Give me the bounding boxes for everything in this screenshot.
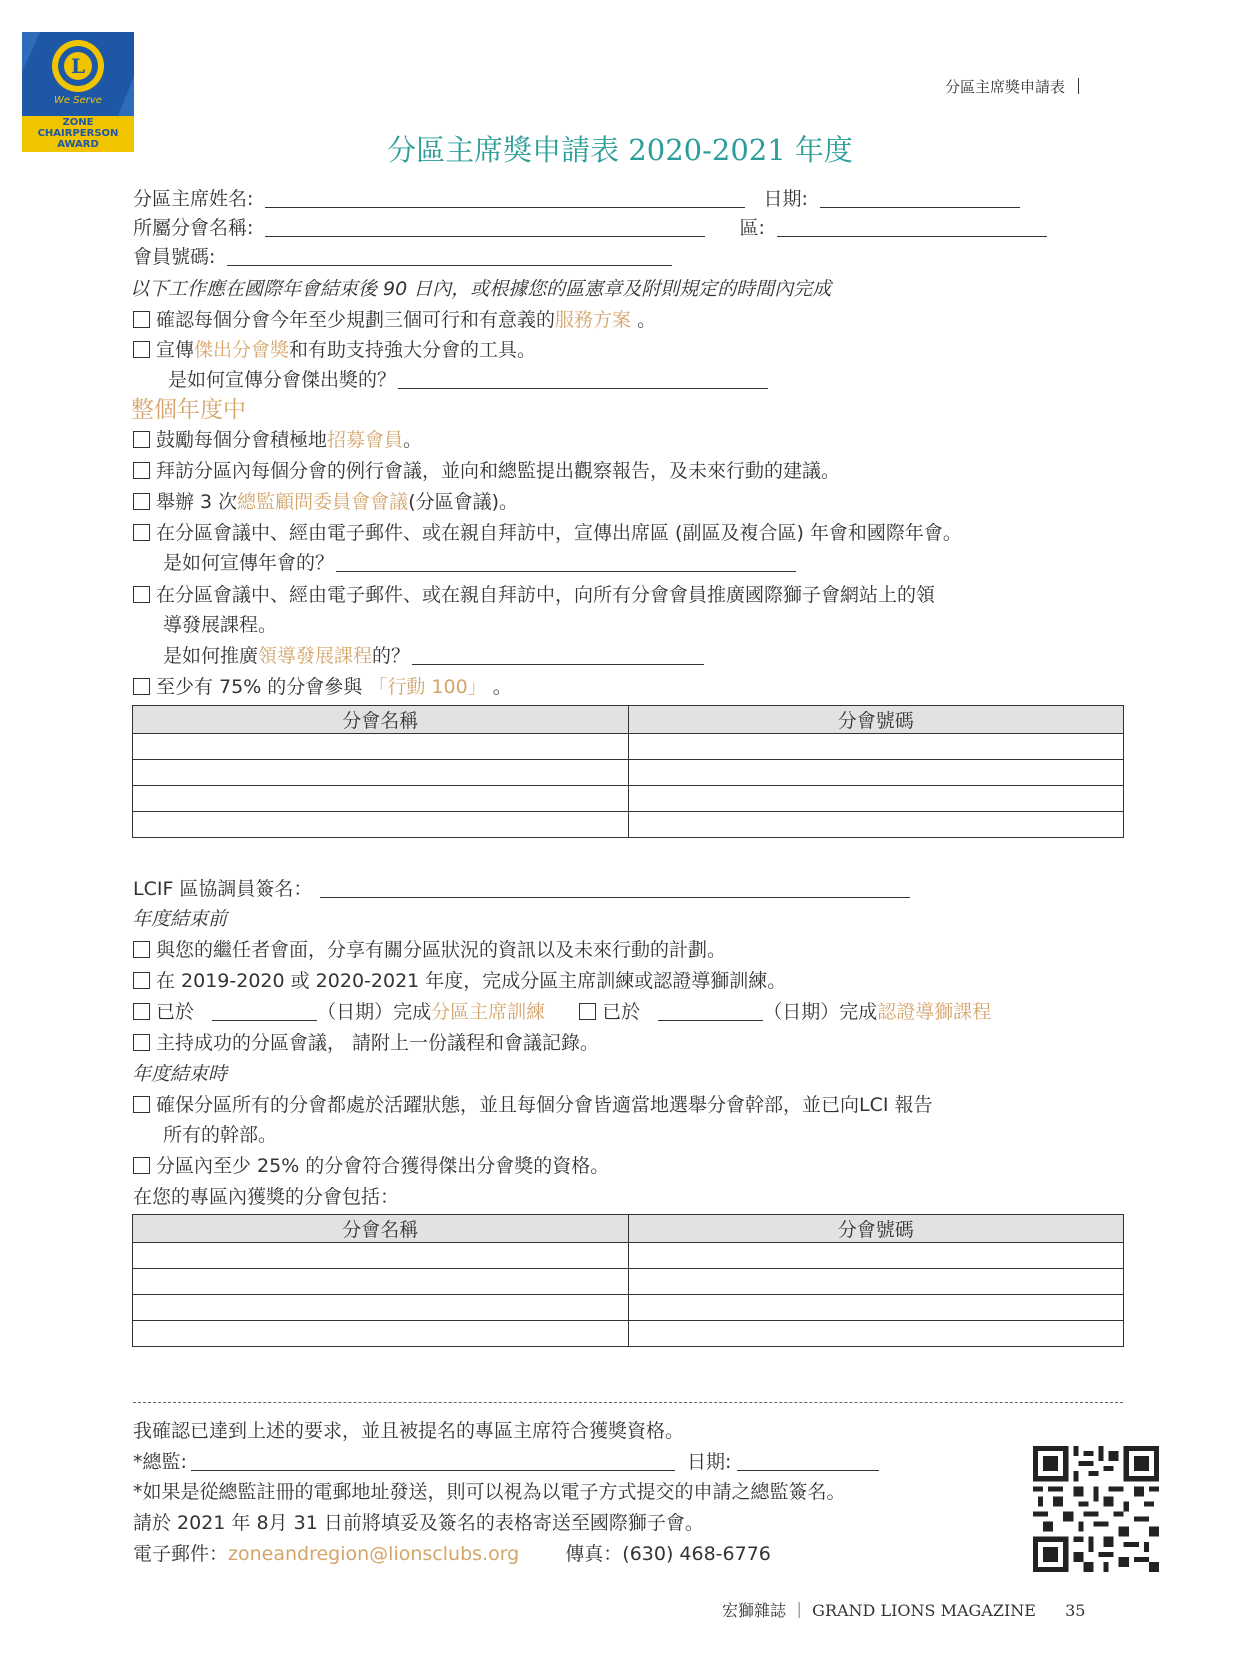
table-row (133, 1321, 1124, 1347)
page-number: 35 (1065, 1601, 1086, 1620)
task-text: 已於 (602, 1001, 641, 1023)
task-meet-successor (133, 937, 726, 963)
club-name-cell[interactable] (133, 1321, 629, 1347)
task-text: 在 2019-2020 或 2020-2021 年度，完成分區主席訓練或認證導獅訓練。 (156, 970, 787, 992)
club-name-cell[interactable] (133, 786, 629, 812)
task-promote-conventions (133, 520, 962, 546)
chair-name-input[interactable] (265, 189, 745, 208)
question-label-end: 的？ (372, 645, 411, 667)
advisory-committee-link[interactable]: 總監顧問委員會會議 (237, 491, 409, 513)
task-visit-clubs (133, 458, 840, 484)
table-row (133, 812, 1124, 838)
task-text: 宣傳 (156, 339, 195, 361)
question-label: 是如何推廣 (163, 645, 259, 667)
club-name-cell[interactable] (133, 1243, 629, 1269)
task-service-projects (133, 307, 656, 333)
task-recruit (133, 427, 422, 453)
running-title: 分區主席獎申請表 (945, 78, 1066, 96)
governor-date-label: 日期: (686, 1451, 732, 1473)
table-row (133, 786, 1124, 812)
club-number-cell[interactable] (628, 734, 1124, 760)
task-text: 至少有 75% 的分會參與 (156, 676, 369, 698)
club-name-row (133, 215, 1047, 241)
checkbox[interactable] (133, 462, 150, 479)
club-name-cell[interactable] (133, 1269, 629, 1295)
task-text-end: 。 (631, 309, 657, 331)
qr-code-icon[interactable] (1033, 1446, 1159, 1572)
leadership-question (163, 643, 704, 669)
task-text-end: 和有助支持強大分會的工具。 (289, 339, 537, 361)
action-100-clubs-table (132, 705, 1124, 838)
task-text: 分區內至少 25% 的分會符合獲得傑出分會獎的資格。 (156, 1155, 610, 1177)
governor-date-input[interactable] (737, 1452, 879, 1471)
task-text-end: 。 (403, 429, 423, 451)
member-no-row (133, 244, 672, 270)
award-promotion-input[interactable] (398, 370, 768, 389)
lcif-signature-label: LCIF 區協調員簽名： (133, 878, 313, 900)
task-text: 確保分區所有的分會都處於活躍狀態，並且每個分會皆適當地選舉分會幹部，並已向LCI 報告 (156, 1094, 933, 1116)
task-text: 舉辦 3 次 (156, 491, 238, 513)
club-name-cell[interactable] (133, 734, 629, 760)
task-training-dates (133, 999, 991, 1025)
running-header (945, 76, 1079, 97)
club-number-cell[interactable] (628, 786, 1124, 812)
table-header-row (133, 1215, 1124, 1243)
convention-promotion-question (163, 550, 796, 576)
club-number-cell[interactable] (628, 1321, 1124, 1347)
checkbox[interactable] (133, 1096, 150, 1113)
checkbox[interactable] (133, 972, 150, 989)
question-label: 是如何宣傳分會傑出獎的？ (168, 369, 397, 391)
task-complete-training (133, 968, 786, 994)
question-label: 是如何宣傳年會的？ (163, 552, 335, 574)
task-text: （日期）完成 (317, 1001, 432, 1023)
task-active-clubs (133, 1092, 933, 1118)
deadline-note: 請於 2021 年 8月 31 日前將填妥及簽名的表格寄送至國際獅子會。 (133, 1512, 704, 1534)
logo-line-2: CHAIRPERSON (37, 128, 119, 139)
winning-clubs-label: 在您的專區內獲獎的分會包括： (133, 1186, 400, 1208)
checkbox[interactable] (133, 1034, 150, 1051)
table-row (133, 760, 1124, 786)
task-excellence-qualified (133, 1153, 609, 1179)
at-end-heading: 年度結束時 (132, 1063, 228, 1085)
task-zone-meeting (133, 1030, 599, 1056)
svg-text:L: L (70, 54, 86, 78)
checkbox[interactable] (133, 311, 150, 328)
table-row (133, 1269, 1124, 1295)
task-action-100 (133, 674, 512, 700)
action-100-link[interactable]: 「行動 100」 (368, 676, 487, 698)
zone-training-date-input[interactable] (212, 1002, 317, 1021)
lcif-signature-input[interactable] (320, 879, 910, 898)
governor-signature-row (133, 1449, 879, 1475)
task-excellence-award (133, 337, 536, 363)
task-text: 在分區會議中、經由電子郵件、或在親自拜訪中，宣傳出席區 (副區及複合區) 年會和國際年會。 (156, 522, 962, 544)
task-text: 與您的繼任者會面，分享有關分區狀況的資訊以及未來行動的計劃。 (156, 939, 727, 961)
winning-clubs-table (132, 1214, 1124, 1347)
leadership-courses-link[interactable]: 領導發展課程 (258, 645, 373, 667)
club-name-label: 所屬分會名稱: (133, 217, 254, 239)
service-projects-link[interactable]: 服務方案 (555, 309, 632, 331)
club-number-column-header: 分會號碼 (628, 1215, 1124, 1243)
task-text: 拜訪分區內每個分會的例行會議，並向和總監提出觀察報告，及未來行動的建議。 (156, 460, 841, 482)
task-text: 主持成功的分區會議， 請附上一份議程和會議記錄。 (156, 1032, 600, 1054)
contact-row (133, 1541, 771, 1567)
chair-name-label: 分區主席姓名: (133, 188, 254, 210)
district-label: 區: (739, 217, 765, 239)
logo-blue-panel (22, 32, 134, 116)
email-label: 電子郵件： (133, 1543, 229, 1565)
date-label: 日期: (763, 188, 808, 210)
confirm-statement: 我確認已達到上述的要求，並且被提名的專區主席符合獲獎資格。 (133, 1420, 685, 1442)
task-text: 確認每個分會今年至少規劃三個可行和有意義的 (156, 309, 556, 331)
zone-chair-training-link[interactable]: 分區主席訓練 (431, 1001, 546, 1023)
governor-label: *總監: (133, 1451, 187, 1473)
logo-we-serve: We Serve (54, 95, 102, 106)
table-header-row (133, 706, 1124, 734)
checkbox[interactable] (133, 678, 150, 695)
task-text: （日期）完成 (763, 1001, 878, 1023)
excellence-award-link[interactable]: 傑出分會獎 (194, 339, 290, 361)
task-text: 鼓勵每個分會積極地 (156, 429, 328, 451)
email-link[interactable]: zoneandregion@lionsclubs.org (228, 1543, 520, 1565)
task-leadership-courses-cont: 導發展課程。 (163, 614, 278, 636)
club-number-cell[interactable] (628, 1243, 1124, 1269)
convention-promotion-input[interactable] (336, 553, 796, 572)
checkbox[interactable] (133, 524, 150, 541)
magazine-footer (722, 1598, 1085, 1621)
magazine-name: 宏獅雜誌 ｜ GRAND LIONS MAGAZINE (722, 1601, 1036, 1620)
award-promotion-question (168, 367, 768, 393)
checkbox[interactable] (133, 493, 150, 510)
governor-signature-input[interactable] (191, 1452, 675, 1471)
logo-line-3: AWARD (57, 139, 99, 150)
recruit-members-link[interactable]: 招募會員 (327, 429, 404, 451)
task-active-clubs-cont: 所有的幹部。 (163, 1124, 278, 1146)
table-row (133, 1295, 1124, 1321)
club-number-column-header: 分會號碼 (628, 706, 1124, 734)
dashed-divider (133, 1402, 1123, 1403)
club-name-column-header: 分會名稱 (133, 706, 629, 734)
club-name-input[interactable] (265, 218, 705, 237)
intro-text: 以下工作應在國際年會結束後 90 日內，或根據您的區憲章及附則規定的時間內完成 (130, 278, 832, 300)
checkbox[interactable] (133, 1003, 150, 1020)
club-number-cell[interactable] (628, 1269, 1124, 1295)
club-number-cell[interactable] (628, 1295, 1124, 1321)
club-name-cell[interactable] (133, 1295, 629, 1321)
member-no-label: 會員號碼: (133, 246, 216, 268)
guiding-lion-date-input[interactable] (658, 1002, 763, 1021)
logo-line-1: ZONE (62, 117, 94, 128)
task-text: 在分區會議中、經由電子郵件、或在親自拜訪中，向所有分會會員推廣國際獅子會網站上的領 (156, 584, 936, 606)
section-heading-year: 整個年度中 (131, 397, 246, 423)
email-signature-note: *如果是從總監註冊的電郵地址發送，則可以視為以電子方式提交的申請之總監簽名。 (133, 1481, 846, 1503)
table-row (133, 1243, 1124, 1269)
checkbox[interactable] (133, 941, 150, 958)
task-leadership-courses (133, 582, 935, 608)
running-divider (1078, 78, 1079, 94)
checkbox[interactable] (579, 1003, 596, 1020)
checkbox[interactable] (133, 341, 150, 358)
date-input[interactable] (820, 189, 1020, 208)
task-text-end: (分區會議)。 (408, 491, 519, 513)
checkbox[interactable] (133, 1157, 150, 1174)
club-name-cell[interactable] (133, 760, 629, 786)
district-input[interactable] (777, 218, 1047, 237)
logo-top-text: LIONS (60, 34, 84, 42)
chair-name-row (133, 186, 1020, 212)
club-name-column-header: 分會名稱 (133, 1215, 629, 1243)
page-title: 分區主席獎申請表 2020-2021 年度 (387, 133, 853, 167)
task-text: 已於 (156, 1001, 195, 1023)
before-end-heading: 年度結束前 (132, 908, 228, 930)
task-advisory-meetings (133, 489, 518, 515)
checkbox[interactable] (133, 586, 150, 603)
fax-number: 傳真：(630) 468-6776 (565, 1543, 771, 1565)
club-number-cell[interactable] (628, 812, 1124, 838)
lcif-signature-row (133, 876, 910, 902)
certified-guiding-lion-link[interactable]: 認證導獅課程 (877, 1001, 992, 1023)
table-row (133, 734, 1124, 760)
task-text-end: 。 (486, 676, 512, 698)
member-no-input[interactable] (227, 247, 672, 266)
club-number-cell[interactable] (628, 760, 1124, 786)
club-name-cell[interactable] (133, 812, 629, 838)
checkbox[interactable] (133, 431, 150, 448)
leadership-promotion-input[interactable] (412, 646, 704, 665)
